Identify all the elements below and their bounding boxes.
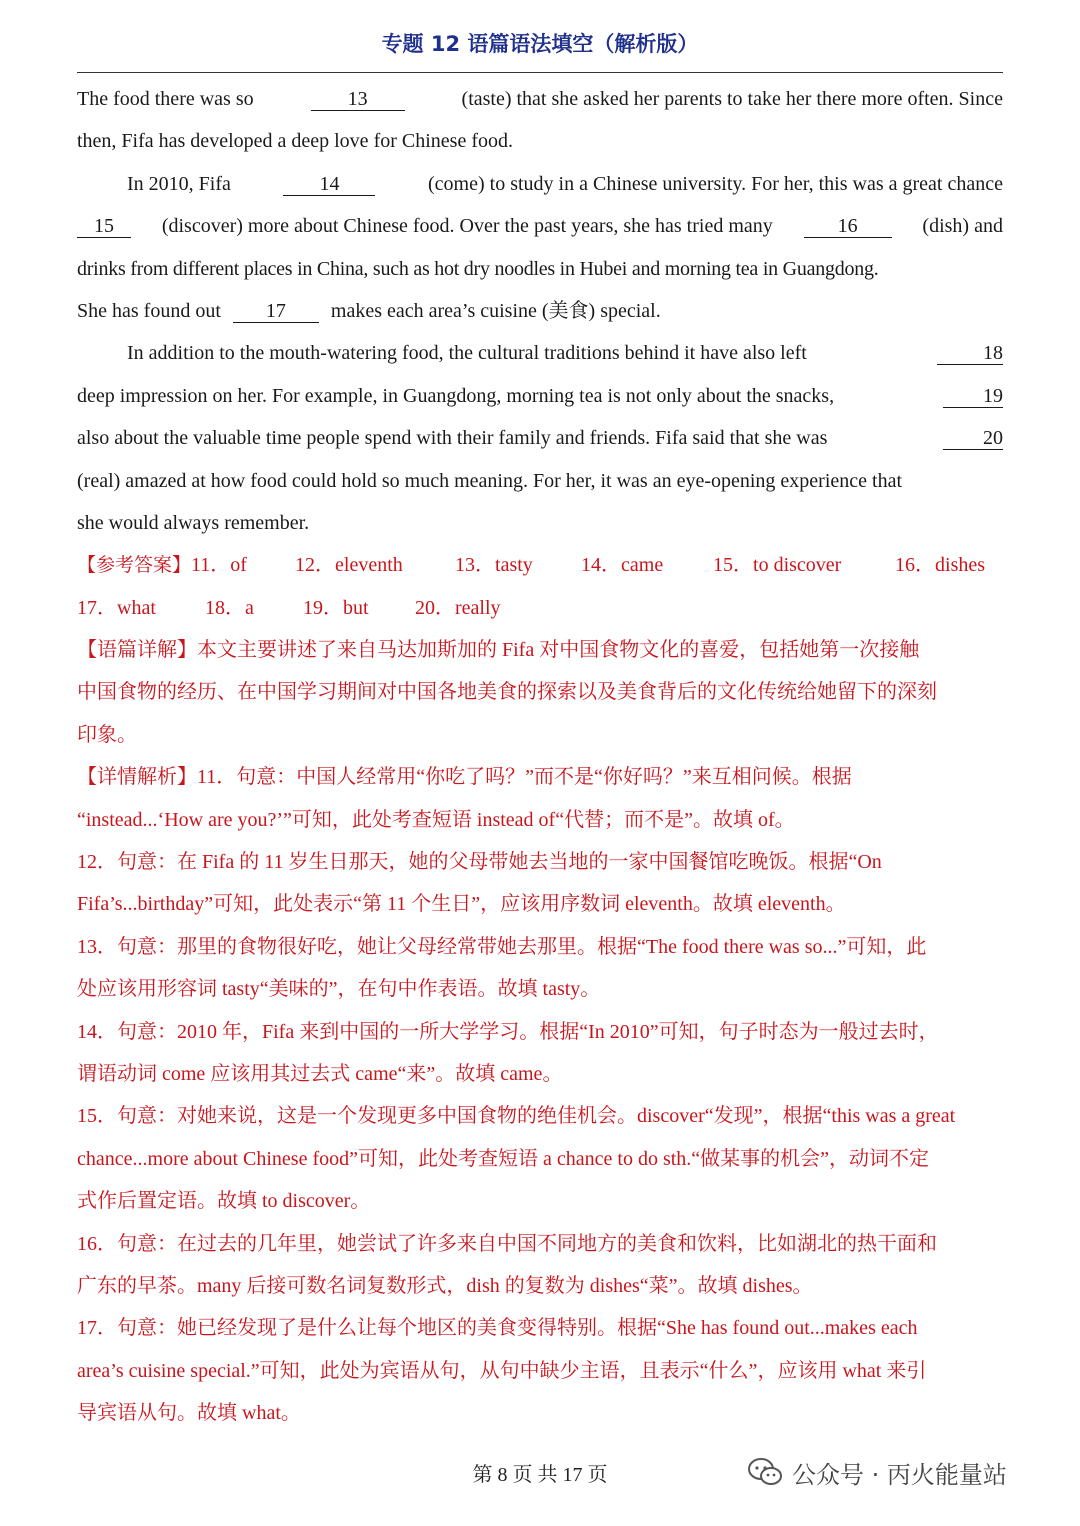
answer-blank: 17 [233,300,319,323]
answer-key-row [77,544,1003,586]
document-body [77,78,1003,1435]
passage-line: then, Fifa has developed a deep love for Chinese food. [77,130,513,153]
passage-line: In addition to the mouth-watering food, the cultural traditions behind it have also left 18 [127,342,1003,365]
passage-line: also about the valuable time people spend with their family and friends. Fifa said that she was 20 [77,427,1003,450]
answer-item: 19．but [303,596,369,619]
analysis-line: 式作后置定语。故填 to discover。 [77,1190,371,1213]
analysis-line: 谓语动词 come 应该用其过去式 came“来”。故填 came。 [77,1062,563,1085]
answer-item: 20．really [415,596,501,619]
wechat-icon [748,1457,782,1487]
passage-line: The food there was so 13 (taste) that she asked her parents to take her there more often. Since [77,88,1003,110]
analysis-line: 广东的早茶。many 后接可数名词复数形式，dish 的复数为 dishes“菜”。故填 dishes。 [77,1274,813,1297]
answer-key-label: 【参考答案】 [77,554,192,577]
analysis-line: 14．句意：2010 年，Fifa 来到中国的一所大学学习。根据“In 2010”可知，句子时态为一般过去时， [77,1020,939,1043]
analysis-line: area’s cuisine special.”可知，此处为宾语从句，从句中缺少主语，且表示“什么”，应该用 what 来引 [77,1359,927,1382]
answer-blank: 16 [804,215,892,238]
answer-item: 13．tasty [455,554,533,577]
answer-blank: 15 [77,215,131,238]
analysis-line: “instead...‘How are you?’”可知，此处考查短语 instead of“代替；而不是”。故填 of。 [77,808,795,831]
answer-item: 12．eleventh [295,554,403,577]
analysis-line: 印象。 [77,723,137,746]
analysis-line: 【详情解析】11．句意：中国人经常用“你吃了吗？”而不是“你好吗？”来互相问候。根据 [77,766,852,789]
answer-item: 18．a [205,596,254,619]
analysis-line: 12．句意：在 Fifa 的 11 岁生日那天，她的父母带她去当地的一家中国餐馆吃晚饭。根据“On [77,851,882,874]
analysis-line: 处应该用形容词 tasty“美味的”，在句中作表语。故填 tasty。 [77,978,601,1001]
answer-item: 14．came [581,554,664,577]
answer-blank: 14 [283,173,375,196]
answer-item: 16．dishes [895,554,986,577]
page-number: 第 8 页 共 17 页 [472,1464,608,1486]
analysis-line: chance...more about Chinese food”可知，此处考查短语 a chance to do sth.“做某事的机会”，动词不定 [77,1147,930,1170]
watermark-text: 公众号 · 丙火能量站 [792,1460,1007,1489]
answer-item: 15．to discover [713,554,842,577]
analysis-line: Fifa’s...birthday”可知，此处表示“第 11 个生日”，应该用序数词 eleventh。故填 eleventh。 [77,893,846,916]
analysis-line: 【语篇详解】本文主要讲述了来自马达加斯加的 Fifa 对中国食物文化的喜爱，包括她第一次接触 [77,639,920,662]
analysis-line: 16．句意：在过去的几年里，她尝试了许多来自中国不同地方的美食和饮料，比如湖北的热干面和 [77,1232,937,1255]
passage-line: (real) amazed at how food could hold so much meaning. For her, it was an eye-opening experience that [77,469,903,492]
analysis-line: 13．句意：那里的食物很好吃，她让父母经常带她去那里。根据“The food there was so...”可知，此 [77,935,927,958]
answer-blank: 19 [943,385,1003,408]
answer-item: 17．what [77,596,156,619]
answer-blank: 13 [311,88,405,111]
answer-blank: 20 [943,427,1003,450]
answer-blank: 18 [937,342,1003,365]
passage-line: 15 (discover) more about Chinese food. Over the past years, she has tried many 16 (dish) and [77,205,1003,247]
passage-line: deep impression on her. For example, in Guangdong, morning tea is not only about the snacks, 19 [77,384,1003,407]
passage-line: She has found out 17 makes each area’s cuisine (美食) special. [77,299,661,322]
page-header-title: 专题 12 语篇语法填空（解析版） [381,32,699,56]
analysis-line: 17．句意：她已经发现了是什么让每个地区的美食变得特别。根据“She has found out...makes each [77,1317,918,1340]
answer-key-row [77,587,1003,629]
analysis-line: 15．句意：对她来说，这是一个发现更多中国食物的绝佳机会。discover“发现”，根据“this was a great [77,1105,956,1128]
passage-line: she would always remember. [77,511,310,534]
header-rule [77,72,1003,73]
passage-line: In 2010, Fifa 14 (come) to study in a Chinese university. For her, this was a great chance [127,172,1003,195]
passage-line: drinks from different places in China, such as hot dry noodles in Hubei and morning tea in Guangdong. [77,257,879,280]
watermark [748,1452,1007,1492]
analysis-line: 导宾语从句。故填 what。 [77,1402,301,1425]
answer-item: 11．of [191,554,247,577]
analysis-line: 中国食物的经历、在中国学习期间对中国各地美食的探索以及美食背后的文化传统给她留下的深刻 [77,681,937,704]
